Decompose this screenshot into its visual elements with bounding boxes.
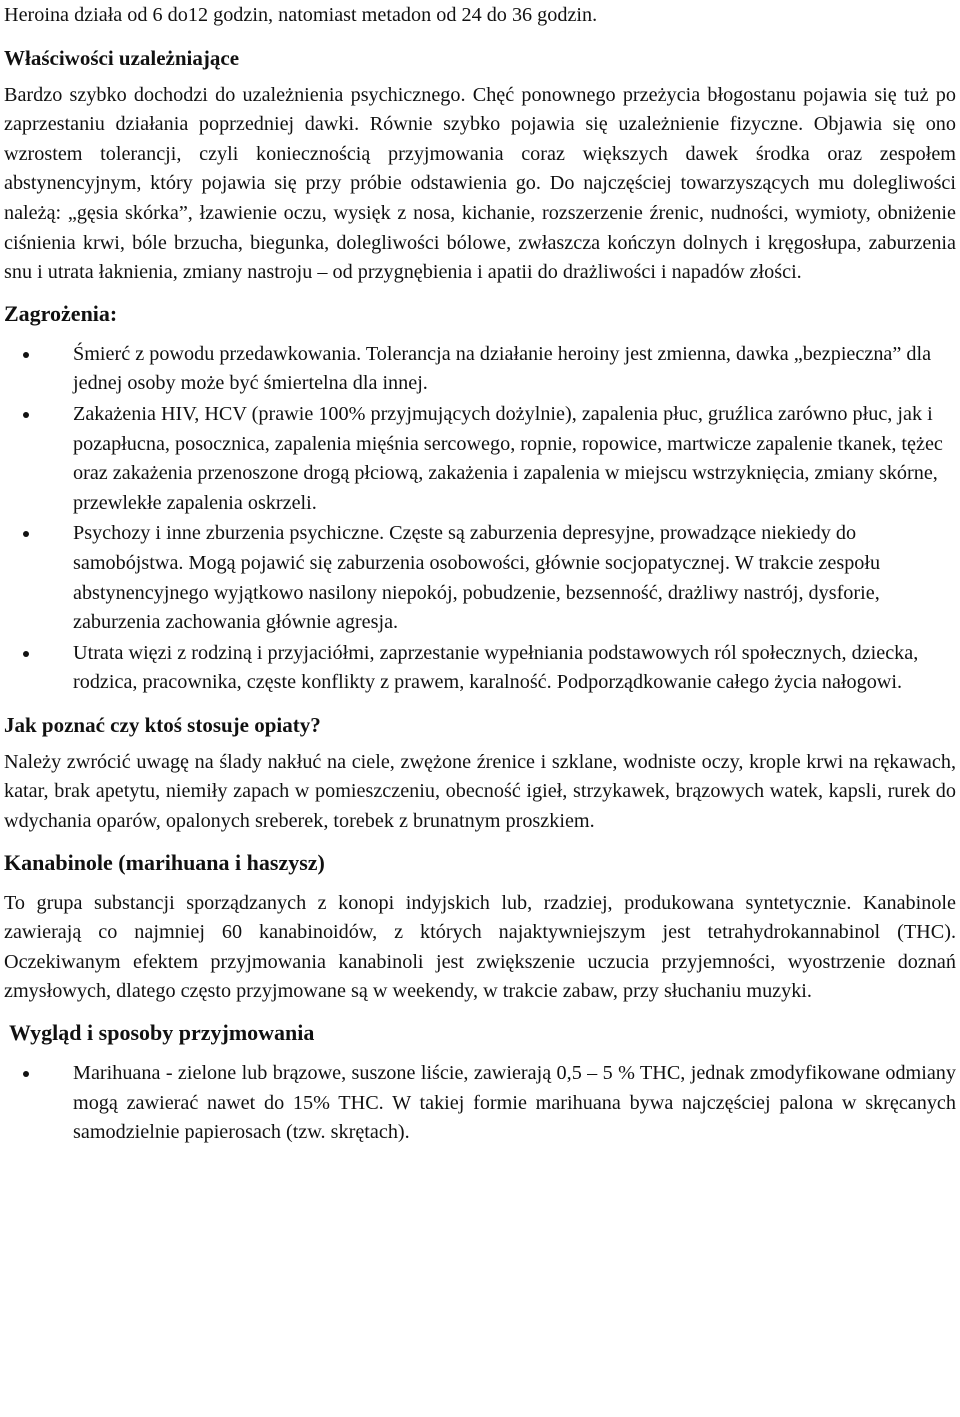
bullet-icon	[23, 412, 29, 418]
list-item-text: Zakażenia HIV, HCV (prawie 100% przyjmujących dożylnie), zapalenia płuc, gruźlica zarówno płuc, jak i pozapłucna, posocznica, zapalenia mięśnia sercowego, ropnie, ropowice, martwicze zapalenie tkanek, tężec oraz zakażenia przenoszone drogą płciową, zakażenia i zapalenia w miejscu wstrzyknięcia, zmiany skórne, przewlekłe zapalenia oskrzeli.	[73, 402, 943, 514]
list-item	[4, 639, 956, 698]
intro-paragraph: Heroina działa od 6 do12 godzin, natomiast metadon od 24 do 36 godzin.	[4, 4, 598, 26]
list-item-text: Marihuana - zielone lub brązowe, suszone liście, zawierają 0,5 – 5 % THC, jednak zmodyfikowane odmiany mogą zawierać nawet do 15% THC. W takiej formie marihuana bywa najczęściej palona w skręcanych samodzielnie papierosach (tzw. skrętach).	[73, 1062, 956, 1144]
heading-kanabinole: Kanabinole (marihuana i haszysz)	[4, 849, 325, 875]
bullet-icon	[23, 651, 29, 657]
paragraph-jak-poznac: Należy zwrócić uwagę na ślady nakłuć na ciele, zwężone źrenice i szklane, wodniste oczy, krople krwi na rękawach, katar, brak apetytu, niemiły zapach w pomieszczeniu, obecność igieł, strzykawek, brązowych watek, kapsli, rurek do wdychania oparów, opalonych sreberek, torebek z brunatnym proszkiem.	[4, 750, 956, 833]
list-item	[4, 519, 956, 637]
heading-jak-poznac: Jak poznać czy ktoś stosuje opiaty?	[4, 712, 321, 737]
list-item	[4, 340, 956, 399]
list-item-text: Utrata więzi z rodziną i przyjaciółmi, zaprzestanie wypełniania podstawowych ról społecznych, dziecka, rodzica, pracownika, częste konflikty z prawem, karalność. Podporządkowanie całego życia nałogowi.	[73, 641, 919, 694]
list-zagrozenia	[4, 340, 956, 698]
bullet-icon	[23, 531, 29, 537]
list-item-text: Psychozy i inne zburzenia psychiczne. Częste są zaburzenia depresyjne, prowadzące niekiedy do samobójstwa. Mogą pojawić się zaburzenia osobowości, głównie socjopatycznej. W trakcie zespołu abstynencyjnego wyjątkowo nasilony niepokój, pobudzenie, bezsenność, drażliwy nastrój, dysforie, zaburzenia zachowania głównie agresja.	[73, 522, 881, 634]
list-wyglad	[4, 1059, 956, 1148]
list-item	[4, 400, 956, 518]
heading-wyglad: Wygląd i sposoby przyjmowania	[9, 1020, 315, 1046]
list-item	[4, 1059, 956, 1148]
heading-zagrozenia: Zagrożenia:	[4, 300, 118, 326]
paragraph-kanabinole: To grupa substancji sporządzanych z konopi indyjskich lub, rzadziej, produkowana syntetycznie. Kanabinole zawierają co najmniej 60 kanabinoidów, z których najaktywniejszym jest tetrahydrokannabinol (THC). Oczekiwanym efektem przyjmowania kanabinoli jest zwiększenie uczucia przyjemności, wyostrzenie doznań zmysłowych, dlatego często przyjmowane są w weekendy, w trakcie zabaw, przy słuchaniu muzyki.	[4, 891, 956, 1003]
heading-wlasciwosci: Właściwości uzależniające	[4, 45, 240, 70]
paragraph-wlasciwosci: Bardzo szybko dochodzi do uzależnienia psychicznego. Chęć ponownego przeżycia błogostanu pojawia się tuż po zaprzestaniu działania poprzedniej dawki. Równie szybko pojawia się uzależnienie fizyczne. Objawia się ono wzrostem tolerancji, czyli koniecznością przyjmowania coraz większych dawek środka oraz zespołem abstynencyjnym, który pojawia się przy próbie odstawienia go. Do najczęściej towarzyszących mu dolegliwości należą: „gęsia skórka”, łzawienie oczu, wysięk z nosa, kichanie, rozszerzenie źrenic, nudności, wymioty, obniżenie ciśnienia krwi, bóle brzucha, biegunka, dolegliwości bólowe, zwłaszcza kończyn dolnych i kręgosłupa, zaburzenia snu i utrata łaknienia, zmiany nastroju – od przygnębienia i apatii do drażliwości i napadów złości.	[4, 83, 956, 284]
bullet-icon	[23, 352, 29, 358]
bullet-icon	[23, 1071, 29, 1077]
document-page	[4, 0, 956, 1149]
list-item-text: Śmierć z powodu przedawkowania. Tolerancja na działanie heroiny jest zmienna, dawka „bezpieczna” dla jednej osoby może być śmiertelna dla innej.	[73, 342, 932, 395]
